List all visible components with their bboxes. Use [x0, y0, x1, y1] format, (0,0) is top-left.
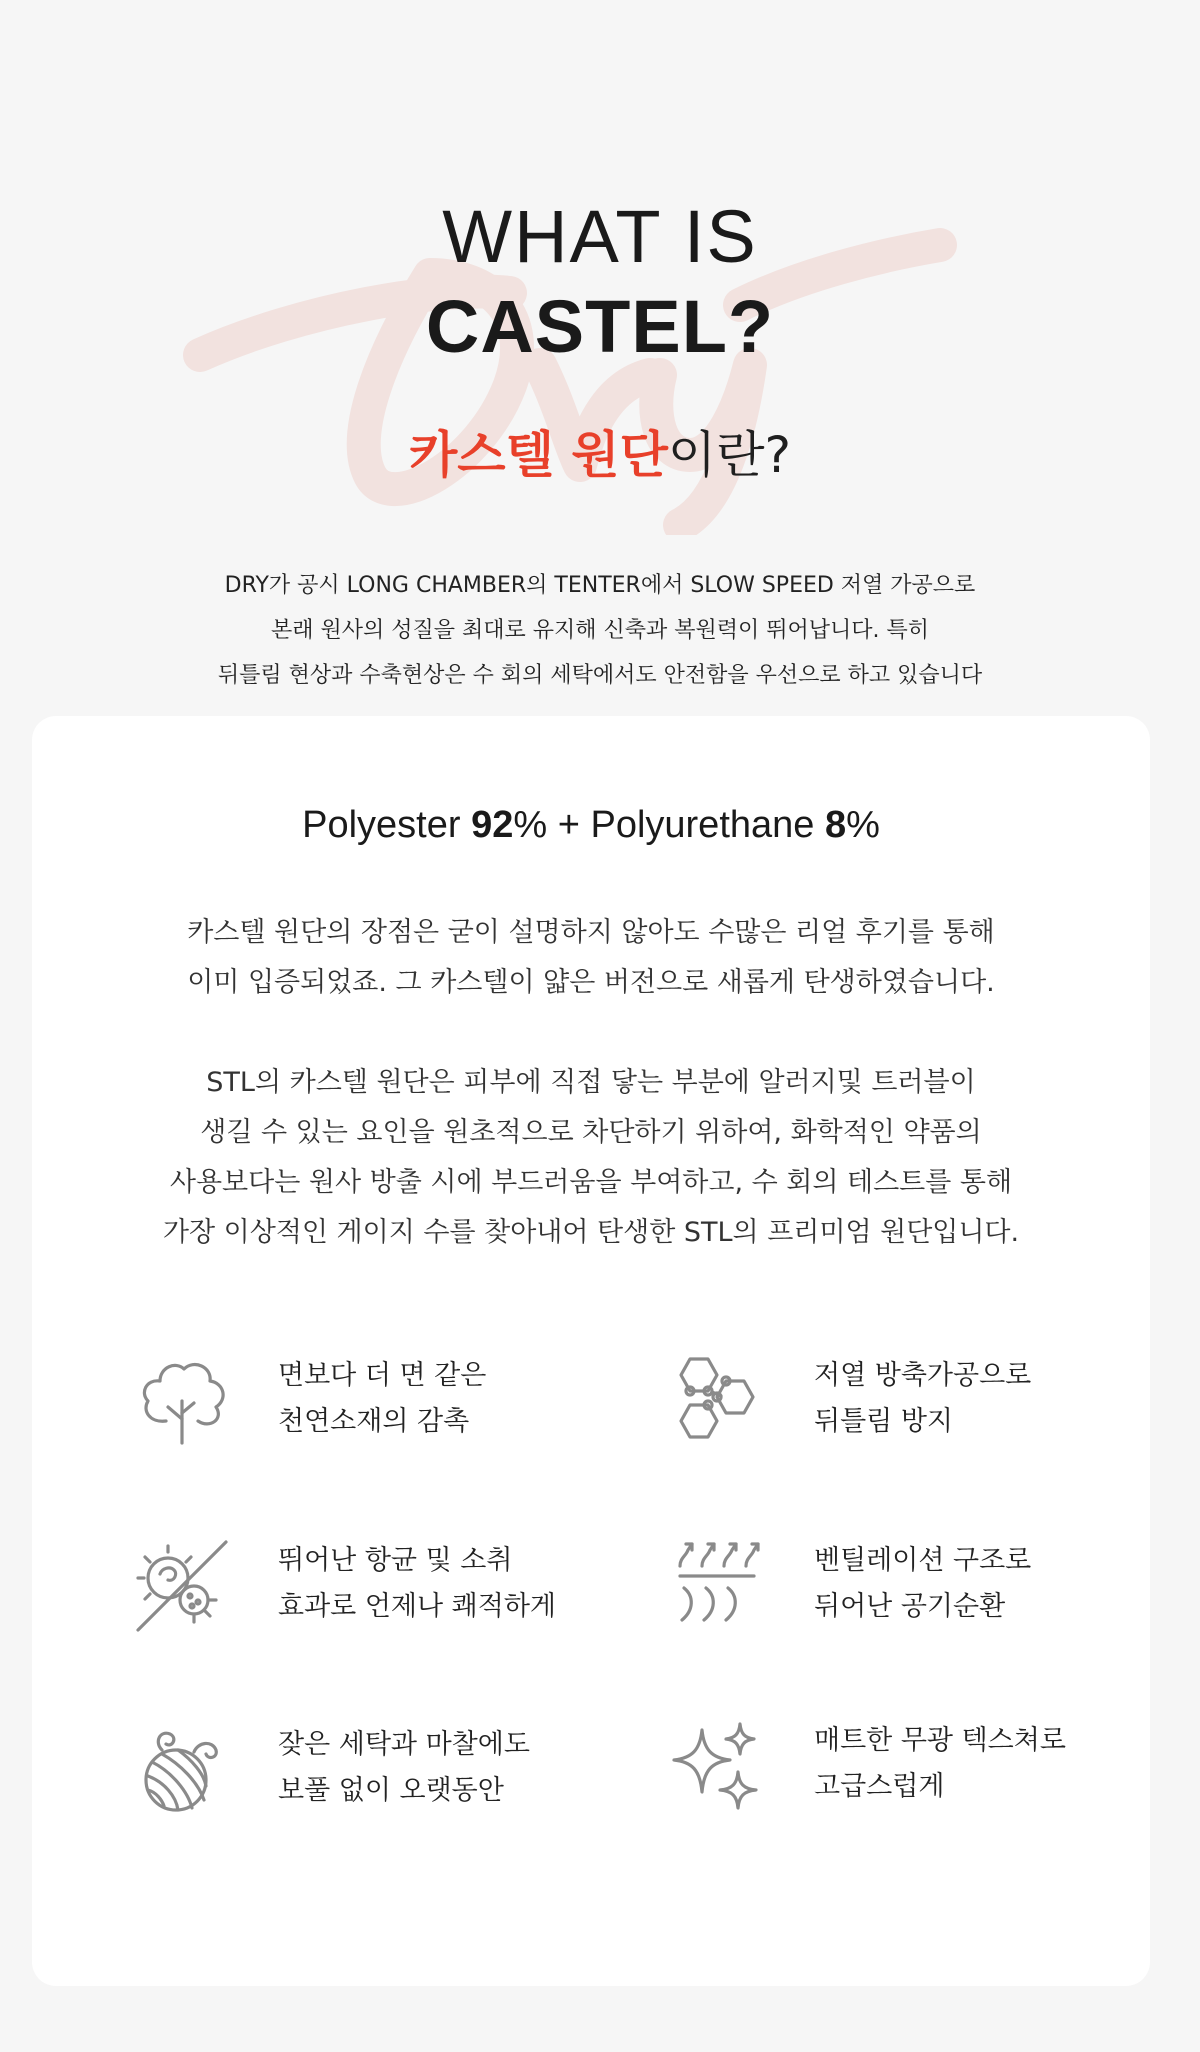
- yarn-ball-icon: [132, 1720, 232, 1820]
- no-bacteria-icon: [132, 1536, 232, 1636]
- feature-item: [668, 1351, 1168, 1471]
- feature-line: 잦은 세탁과 마찰에도: [278, 1729, 530, 1760]
- intro-line: DRY가 공시 LONG CHAMBER의 TENTER에서 SLOW SPEED 저열 가공으로: [224, 573, 976, 598]
- description-paragraph-2: [32, 1058, 1150, 1258]
- description-paragraph-1: [32, 908, 1150, 1008]
- feature-line: 면보다 더 면 같은: [278, 1360, 487, 1391]
- feature-line: 뒤어난 공기순환: [814, 1591, 1006, 1622]
- material-1-percent: 92: [471, 804, 514, 846]
- feature-item: [132, 1536, 632, 1656]
- feature-item: [132, 1351, 632, 1471]
- feature-item: [132, 1720, 632, 1840]
- percent-sign-2: %: [846, 804, 880, 846]
- sparkle-icon: [668, 1716, 768, 1816]
- material-1: Polyester: [302, 804, 461, 846]
- feature-text: [278, 1538, 638, 1630]
- subtitle-rest: 이란?: [667, 426, 792, 484]
- paragraph-line: 사용보다는 원사 방출 시에 부드러움을 부여하고, 수 회의 테스트를 통해: [169, 1167, 1013, 1198]
- airflow-icon: [668, 1536, 768, 1636]
- feature-line: 뒤틀림 방지: [814, 1406, 953, 1437]
- cotton-tree-icon: [132, 1351, 232, 1451]
- feature-text: [814, 1353, 1174, 1445]
- feature-line: 저열 방축가공으로: [814, 1360, 1032, 1391]
- paragraph-line: STL의 카스텔 원단은 피부에 직접 닿는 부분에 알러지및 트러블이: [206, 1067, 976, 1098]
- paragraph-line: 이미 입증되었죠. 그 카스텔이 얇은 버전으로 새롭게 탄생하였습니다.: [187, 967, 995, 998]
- paragraph-line: 가장 이상적인 게이지 수를 찾아내어 탄생한 STL의 프리미엄 원단입니다.: [162, 1217, 1020, 1248]
- subtitle-accent: 카스텔 원단: [408, 426, 668, 484]
- feature-line: 효과로 언제나 쾌적하게: [278, 1591, 556, 1622]
- fabric-composition: [32, 806, 1150, 844]
- material-2: Polyurethane: [590, 804, 815, 846]
- feature-text: [278, 1722, 638, 1814]
- feature-item: [668, 1716, 1168, 1836]
- intro-line: 본래 원사의 성질을 최대로 유지해 신축과 복원력이 뛰어납니다. 특히: [271, 618, 929, 643]
- feature-line: 벤틸레이션 구조로: [814, 1545, 1032, 1576]
- plus-sign: +: [557, 804, 580, 846]
- fabric-info-card: [32, 716, 1150, 1986]
- feature-line: 뛰어난 항균 및 소취: [278, 1545, 513, 1576]
- feature-line: 매트한 무광 텍스쳐로: [814, 1725, 1066, 1756]
- intro-text: [0, 563, 1200, 698]
- material-2-percent: 8: [824, 804, 847, 846]
- intro-line: 뒤틀림 현상과 수축현상은 수 회의 세탁에서도 안전함을 우선으로 하고 있습니다: [217, 663, 983, 688]
- feature-item: [668, 1536, 1168, 1656]
- feature-line: 천연소재의 감촉: [278, 1406, 470, 1437]
- paragraph-line: 생길 수 있는 요인을 원초적으로 차단하기 위하여, 화학적인 약품의: [200, 1117, 982, 1148]
- percent-sign-1: %: [513, 804, 548, 846]
- feature-line: 보풀 없이 오랫동안: [278, 1775, 504, 1806]
- feature-text: [814, 1538, 1174, 1630]
- feature-text: [814, 1718, 1174, 1810]
- feature-line: 고급스럽게: [814, 1771, 945, 1802]
- honeycomb-icon: [668, 1351, 768, 1451]
- subtitle: [0, 426, 1200, 484]
- title-line-1: WHAT IS: [442, 195, 758, 278]
- paragraph-line: 카스텔 원단의 장점은 굳이 설명하지 않아도 수많은 리얼 후기를 통해: [187, 917, 995, 948]
- feature-text: [278, 1353, 638, 1445]
- title-line-2: CASTEL?: [425, 285, 775, 368]
